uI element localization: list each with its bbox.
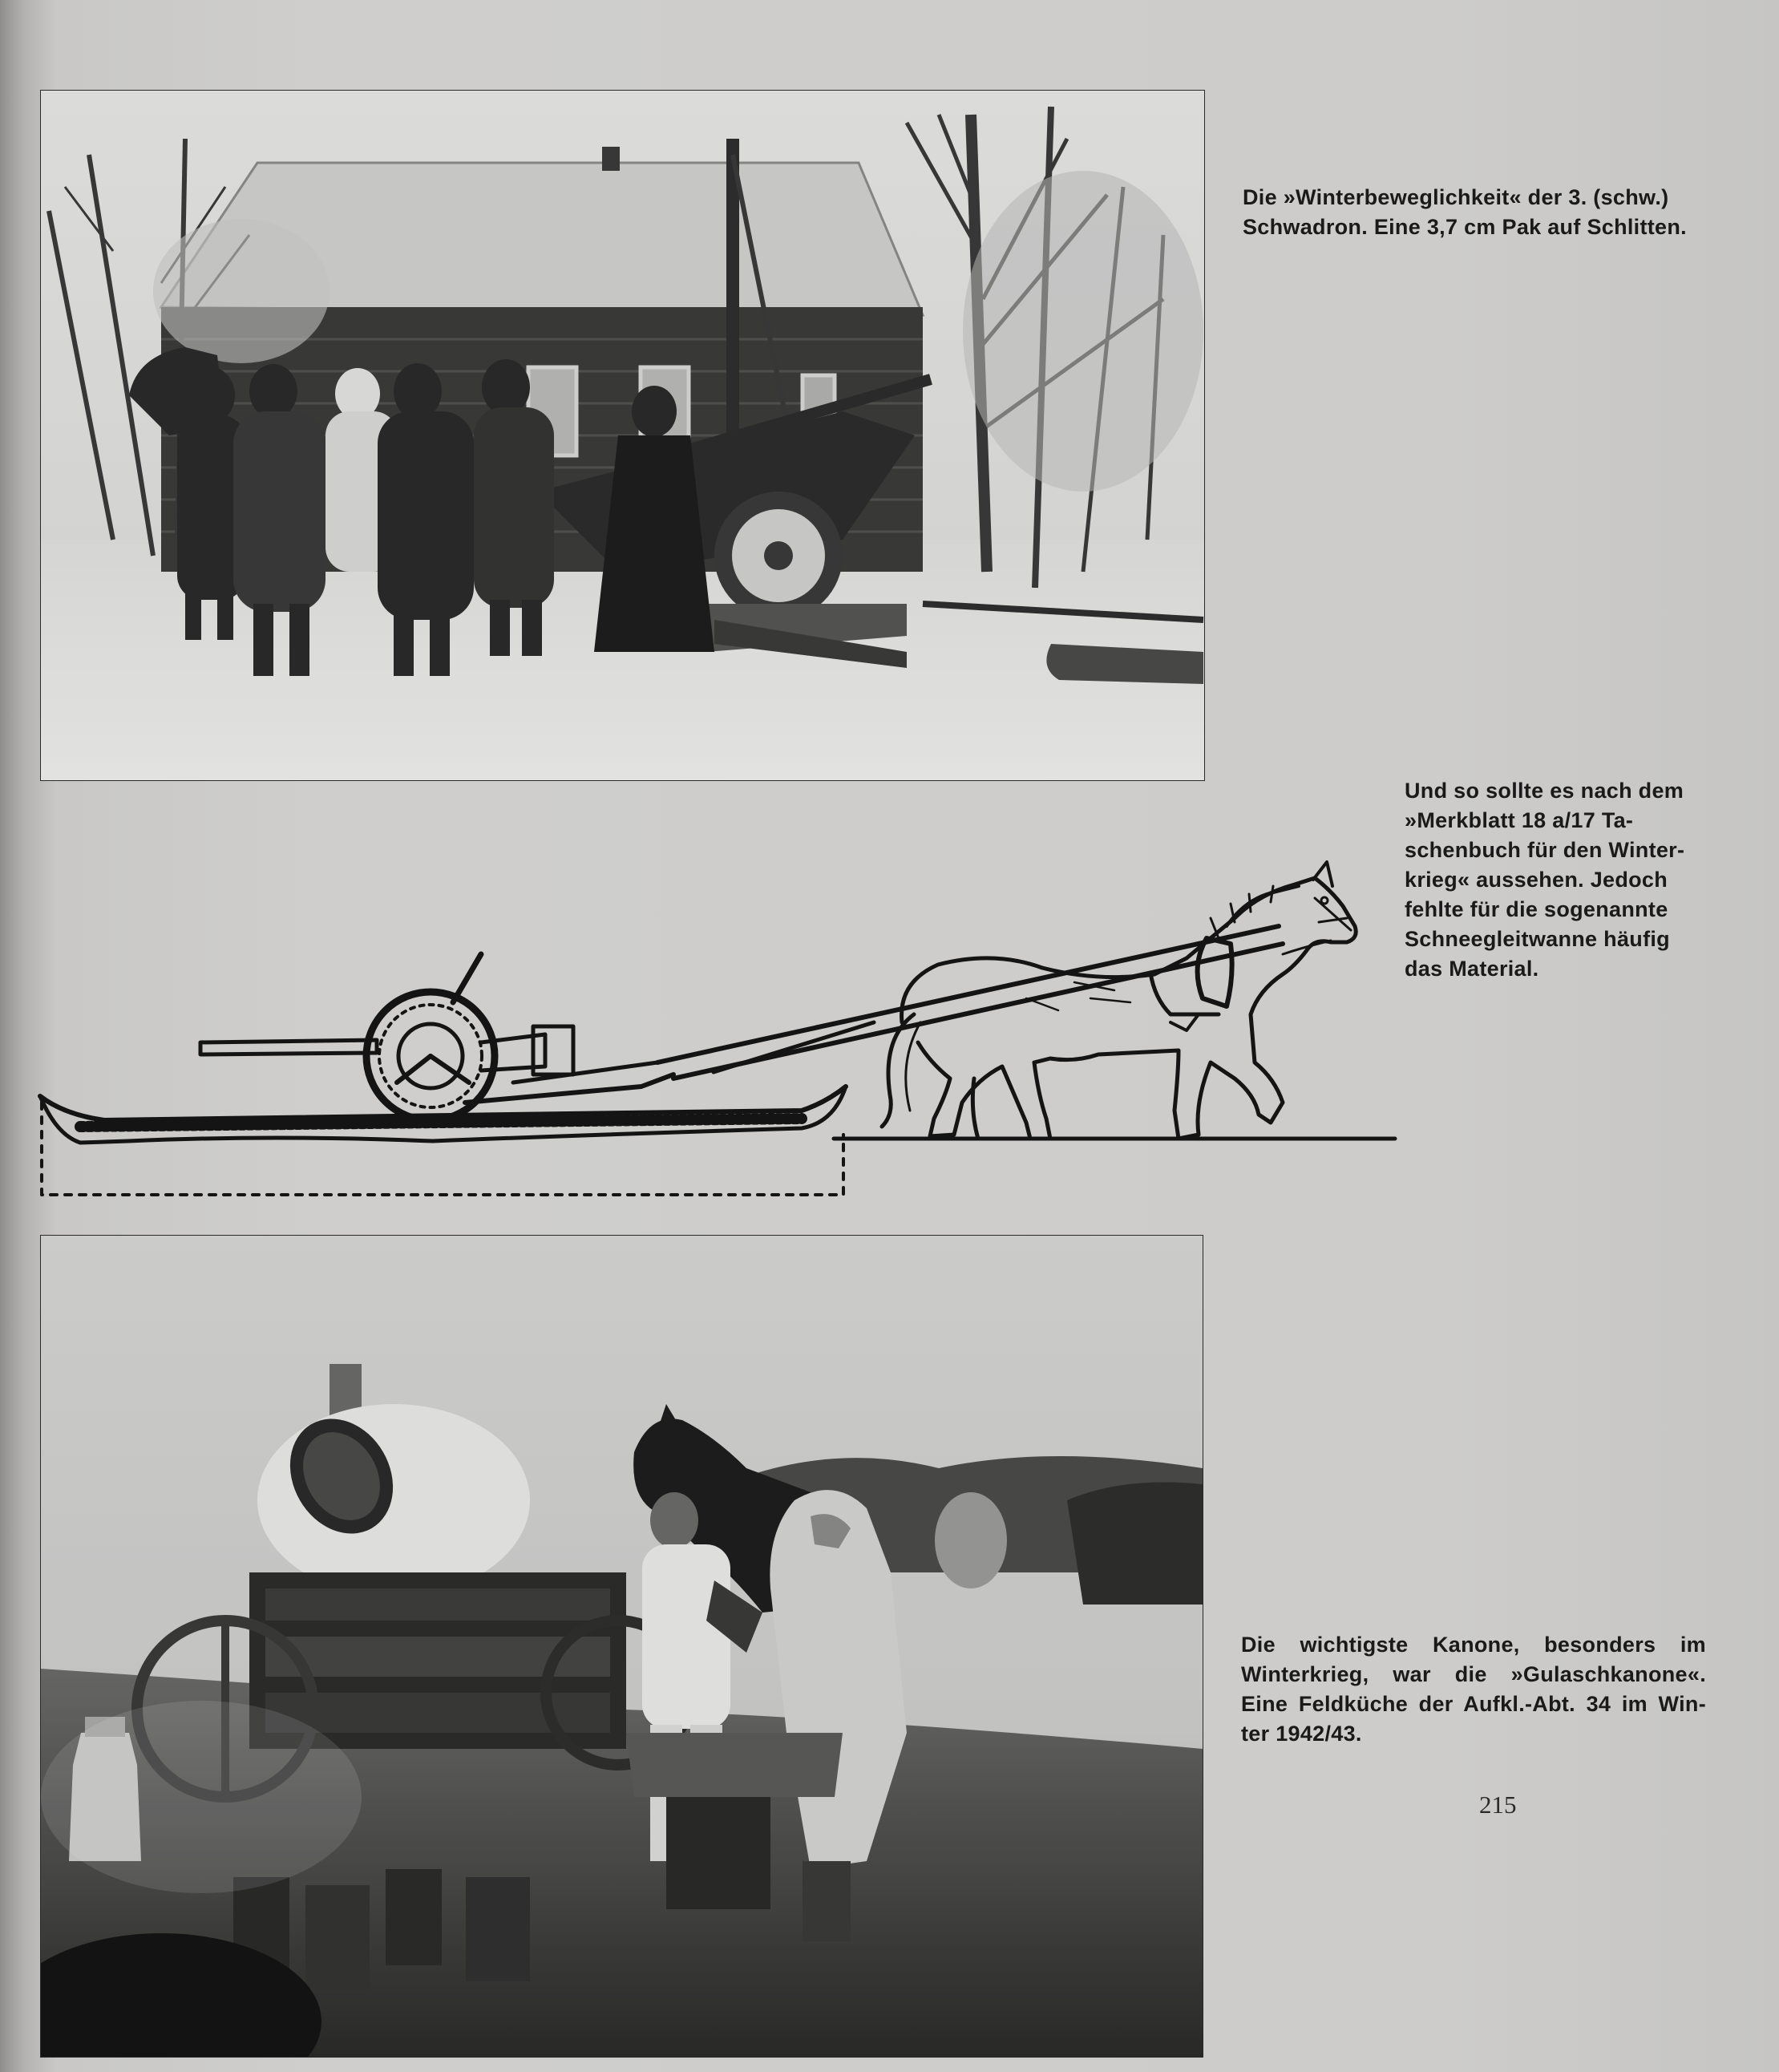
caption-line: schenbuch für den Winter- bbox=[1405, 838, 1685, 862]
caption-line: das Material. bbox=[1405, 957, 1539, 981]
field-kitchen-photo bbox=[40, 1235, 1203, 2058]
caption-line: Und so sollte es nach dem bbox=[1405, 779, 1684, 803]
caption-line: »Merkblatt 18 a/17 Ta- bbox=[1405, 808, 1634, 832]
caption-line: Schwadron. Eine 3,7 cm Pak auf Schlitten. bbox=[1243, 215, 1687, 239]
horse-drawing bbox=[882, 862, 1356, 1139]
caption-field-kitchen bbox=[1241, 1630, 1706, 1749]
caption-line: Eine Feldküche der Aufkl.-Abt. 34 im Win- bbox=[1241, 1692, 1706, 1716]
caption-sleigh-gun bbox=[1243, 183, 1708, 242]
caption-sleigh-sketch bbox=[1405, 776, 1741, 984]
sleigh-gun-photo bbox=[40, 90, 1205, 781]
caption-line: Winterkrieg, war die »Gulaschkanone«. bbox=[1241, 1662, 1706, 1686]
caption-line: fehlte für die sogenannte bbox=[1405, 897, 1668, 921]
winter-village-scene bbox=[41, 91, 1204, 780]
horse-sled-drawing bbox=[32, 758, 1411, 1207]
page-number: 215 bbox=[1479, 1791, 1517, 1819]
caption-line: Die wichtigste Kanone, besonders im bbox=[1241, 1633, 1706, 1657]
caption-line: ter 1942/43. bbox=[1241, 1722, 1362, 1746]
sleigh-sketch bbox=[32, 758, 1411, 1207]
caption-line: Schneegleitwanne häufig bbox=[1405, 927, 1670, 951]
field-kitchen-scene bbox=[41, 1236, 1203, 2057]
caption-line: Die »Winterbeweglichkeit« der 3. (schw.) bbox=[1243, 185, 1669, 209]
caption-line: krieg« aussehen. Jedoch bbox=[1405, 868, 1668, 892]
